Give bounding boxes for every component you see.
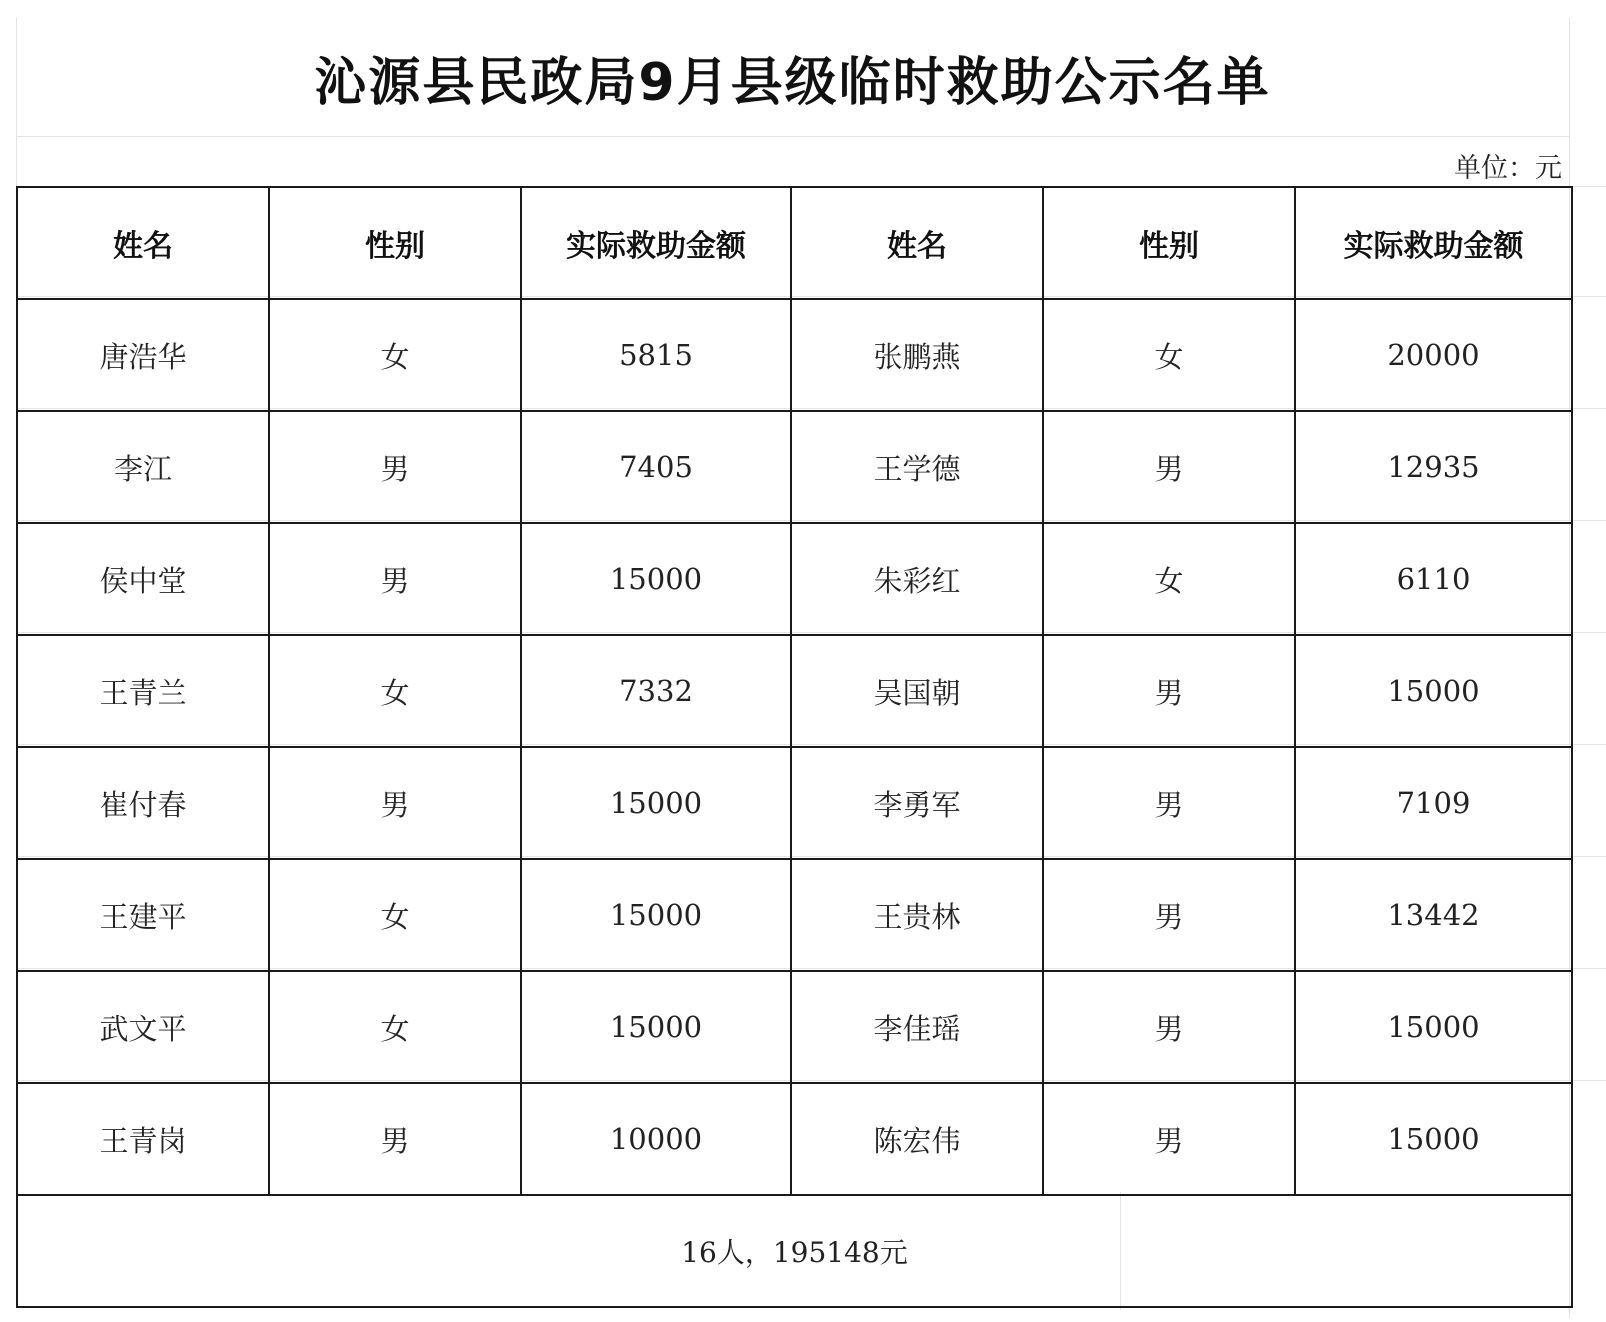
header-gender: 性别 bbox=[1043, 187, 1295, 299]
table-header-row bbox=[17, 187, 1572, 299]
name-cell: 武文平 bbox=[17, 971, 269, 1083]
table-row bbox=[17, 411, 1572, 523]
amount-cell: 7109 bbox=[1295, 747, 1572, 859]
gender-cell: 男 bbox=[269, 523, 521, 635]
amount-cell: 10000 bbox=[521, 1083, 791, 1195]
name-cell: 王青兰 bbox=[17, 635, 269, 747]
gender-cell: 女 bbox=[269, 635, 521, 747]
table-row bbox=[17, 747, 1572, 859]
table-total-row bbox=[17, 1195, 1572, 1307]
amount-cell: 15000 bbox=[521, 523, 791, 635]
amount-cell: 12935 bbox=[1295, 411, 1572, 523]
name-cell: 李勇军 bbox=[791, 747, 1043, 859]
gender-cell: 女 bbox=[269, 971, 521, 1083]
amount-cell: 13442 bbox=[1295, 859, 1572, 971]
gender-cell: 男 bbox=[1043, 747, 1295, 859]
name-cell: 李江 bbox=[17, 411, 269, 523]
table-row bbox=[17, 299, 1572, 411]
amount-cell: 7332 bbox=[521, 635, 791, 747]
gender-cell: 男 bbox=[269, 411, 521, 523]
amount-cell: 15000 bbox=[521, 859, 791, 971]
amount-cell: 20000 bbox=[1295, 299, 1572, 411]
table-row bbox=[17, 971, 1572, 1083]
total-summary: 16人，195148元 bbox=[17, 1195, 1572, 1307]
header-amount: 实际救助金额 bbox=[1295, 187, 1572, 299]
name-cell: 李佳瑶 bbox=[791, 971, 1043, 1083]
header-amount: 实际救助金额 bbox=[521, 187, 791, 299]
name-cell: 侯中堂 bbox=[17, 523, 269, 635]
name-cell: 张鹏燕 bbox=[791, 299, 1043, 411]
amount-cell: 5815 bbox=[521, 299, 791, 411]
relief-roster-table bbox=[16, 186, 1573, 1308]
name-cell: 王青岗 bbox=[17, 1083, 269, 1195]
page-title: 沁源县民政局9月县级临时救助公示名单 bbox=[314, 52, 1271, 113]
name-cell: 崔付春 bbox=[17, 747, 269, 859]
table-row bbox=[17, 859, 1572, 971]
table-row bbox=[17, 635, 1572, 747]
gender-cell: 女 bbox=[1043, 299, 1295, 411]
header-name: 姓名 bbox=[17, 187, 269, 299]
header-name: 姓名 bbox=[791, 187, 1043, 299]
amount-cell: 15000 bbox=[521, 971, 791, 1083]
name-cell: 吴国朝 bbox=[791, 635, 1043, 747]
gender-cell: 男 bbox=[1043, 971, 1295, 1083]
gender-cell: 女 bbox=[269, 859, 521, 971]
gender-cell: 男 bbox=[1043, 1083, 1295, 1195]
gender-cell: 女 bbox=[269, 299, 521, 411]
amount-cell: 15000 bbox=[521, 747, 791, 859]
gender-cell: 男 bbox=[269, 747, 521, 859]
amount-cell: 6110 bbox=[1295, 523, 1572, 635]
name-cell: 王贵林 bbox=[791, 859, 1043, 971]
unit-label: 单位：元 bbox=[1454, 153, 1562, 184]
gender-cell: 男 bbox=[1043, 859, 1295, 971]
header-gender: 性别 bbox=[269, 187, 521, 299]
gender-cell: 男 bbox=[269, 1083, 521, 1195]
amount-cell: 7405 bbox=[521, 411, 791, 523]
name-cell: 陈宏伟 bbox=[791, 1083, 1043, 1195]
name-cell: 王学德 bbox=[791, 411, 1043, 523]
table-row bbox=[17, 1083, 1572, 1195]
gender-cell: 男 bbox=[1043, 411, 1295, 523]
amount-cell: 15000 bbox=[1295, 971, 1572, 1083]
amount-cell: 15000 bbox=[1295, 1083, 1572, 1195]
gender-cell: 男 bbox=[1043, 635, 1295, 747]
name-cell: 朱彩红 bbox=[791, 523, 1043, 635]
name-cell: 唐浩华 bbox=[17, 299, 269, 411]
table-row bbox=[17, 523, 1572, 635]
gender-cell: 女 bbox=[1043, 523, 1295, 635]
amount-cell: 15000 bbox=[1295, 635, 1572, 747]
name-cell: 王建平 bbox=[17, 859, 269, 971]
